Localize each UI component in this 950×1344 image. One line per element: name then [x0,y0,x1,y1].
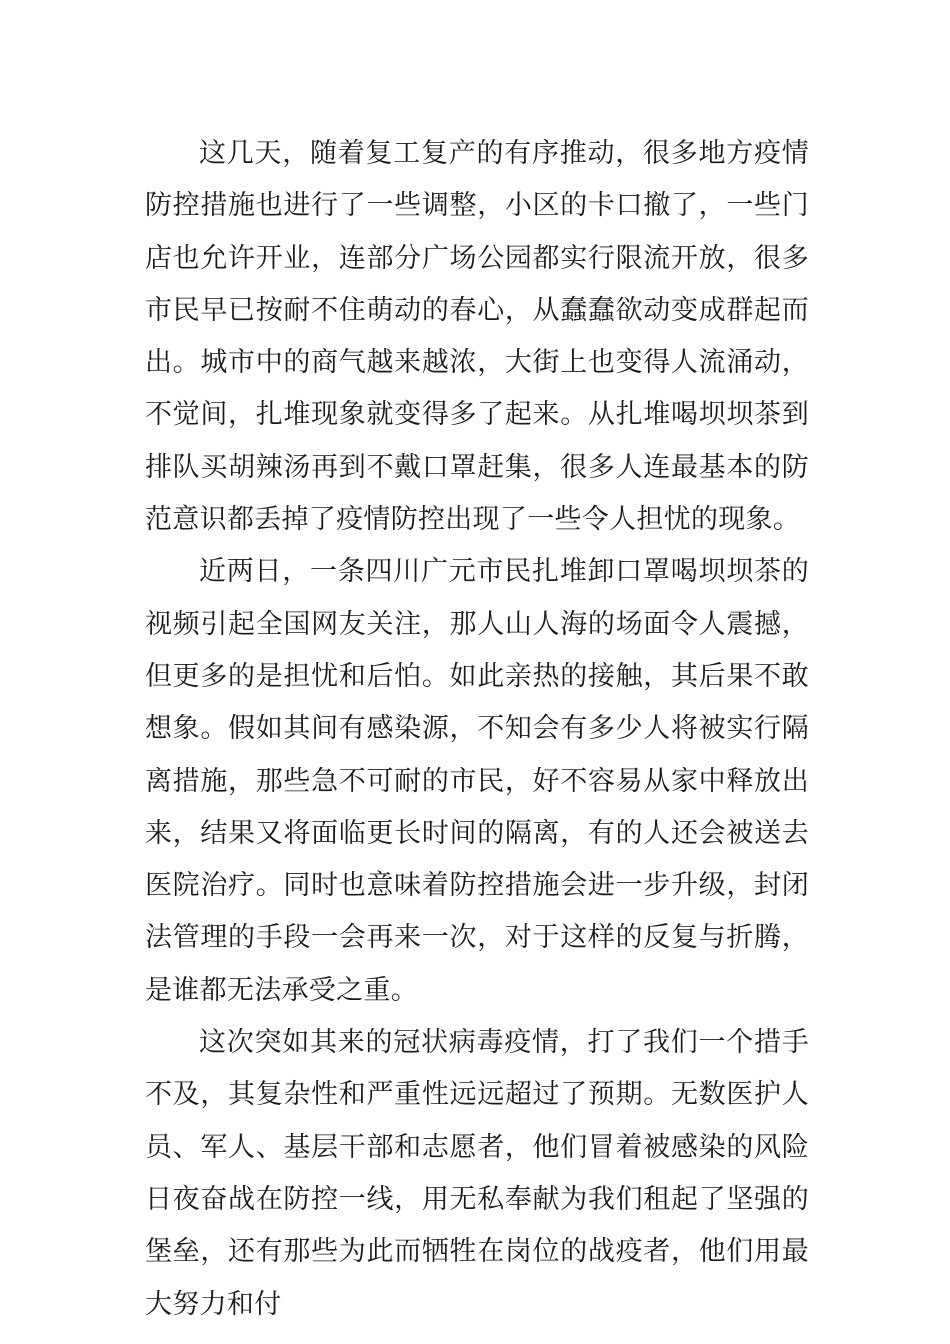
paragraph-2: 近两日，一条四川广元市民扎堆卸口罩喝坝坝茶的视频引起全国网友关注，那人山人海的场面令人震撼，但更多的是担忧和后怕。如此亲热的接触，其后果不敢想象。假如其间有感染源，不知会有多少人将被实行隔离措施，那些急不可耐的市民，好不容易从家中释放出来，结果又将面临更长时间的隔离，有的人还会被送去医院治疗。同时也意味着防控措施会进一步升级，封闭法管理的手段一会再来一次，对于这样的反复与折腾，是谁都无法承受之重。 [145,556,809,1006]
document-body [145,128,809,1331]
paragraph-1: 这几天，随着复工复产的有序推动，很多地方疫情防控措施也进行了一些调整，小区的卡口撤了，一些门店也允许开业，连部分广场公园都实行限流开放，很多市民早已按耐不住萌动的春心，从蠢蠢欲动变成群起而出。城市中的商气越来越浓，大街上也变得人流涌动，不觉间，扎堆现象就变得多了起来。从扎堆喝坝坝茶到排队买胡辣汤再到不戴口罩赶集，很多人连最基本的防范意识都丢掉了疫情防控出现了一些令人担忧的现象。 [145,138,809,536]
paragraph-3: 这次突如其来的冠状病毒疫情，打了我们一个措手不及，其复杂性和严重性远远超过了预期。无数医护人员、军人、基层干部和志愿者，他们冒着被感染的风险日夜奋战在防控一线，用无私奉献为我们租起了坚强的堡垒，还有那些为此而牺牲在岗位的战疫者，他们用最大努力和付 [145,1027,809,1320]
